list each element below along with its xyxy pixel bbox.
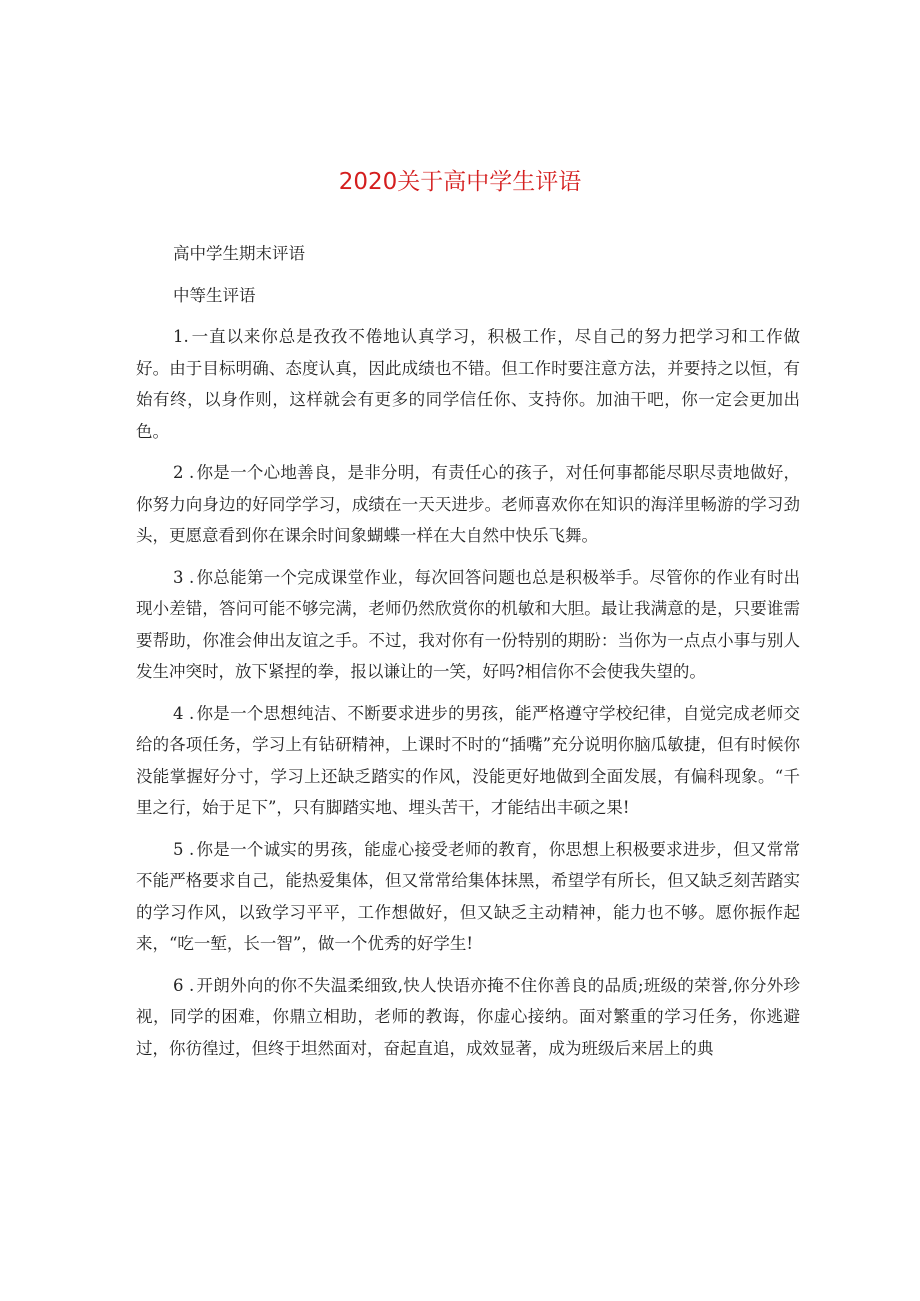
- paragraph-text: 你是一个心地善良，是非分明，有责任心的孩子，对任何事都能尽职尽责地做好，你努力向身边的好同学学习，成绩在一天天进步。老师喜欢你在知识的海洋里畅游的学习劲头，更愿意看到你在课余时间象蝴蝶一样在大自然中快乐飞舞。: [136, 463, 800, 545]
- comment-paragraph-2: [136, 457, 800, 552]
- paragraph-number: 1.: [173, 327, 189, 346]
- paragraph-text: 一直以来你总是孜孜不倦地认真学习，积极工作，尽自己的努力把学习和工作做好。由于目标明确、态度认真，因此成绩也不错。但工作时要注意方法，并要持之以恒，有始有终，以身作则，这样就会有更多的同学信任你、支持你。加油干吧，你一定会更加出色。: [136, 327, 800, 441]
- document-body: [136, 238, 800, 1074]
- comment-paragraph-6: [136, 970, 800, 1065]
- subsection-heading: 中等生评语: [173, 285, 256, 305]
- paragraph-text: 开朗外向的你不失温柔细致,快人快语亦掩不住你善良的品质;班级的荣誉,你分外珍视，同学的困难，你鼎立相助，老师的教诲，你虚心接纳。面对繁重的学习任务，你逃避过，你彷徨过，但终于坦然面对，奋起直追，成效显著，成为班级后来居上的典: [136, 975, 800, 1058]
- paragraph-number: 6 .: [173, 975, 195, 995]
- comment-paragraph-1: [136, 321, 800, 447]
- paragraph-number: 2 .: [173, 463, 195, 482]
- paragraph-number: 4 .: [173, 703, 195, 723]
- comment-paragraph-5: [136, 834, 800, 960]
- comment-paragraph-4: [136, 698, 800, 824]
- paragraph-text: 你是一个诚实的男孩，能虚心接受老师的教育，你思想上积极要求进步，但又常常不能严格要求自己，能热爱集体，但又常常给集体抹黑，希望学有所长，但又缺乏刻苦踏实的学习作风，以致学习平平，工作想做好，但又缺乏主动精神，能力也不够。愿你振作起来，“吃一堑，长一智”，做一个优秀的好学生!: [136, 839, 800, 953]
- paragraph-number: 3 .: [173, 567, 195, 587]
- paragraph-text: 你是一个思想纯洁、不断要求进步的男孩，能严格遵守学校纪律，自觉完成老师交给的各项任务，学习上有钻研精神，上课时不时的“插嘴”充分说明你脑瓜敏捷，但有时候你没能掌握好分寸，学习上还缺乏踏实的作风，没能更好地做到全面发展，有偏科现象。“千里之行，始于足下”，只有脚踏实地、埋头苦干，才能结出丰硕之果!: [136, 703, 800, 817]
- document-title: 2020关于高中学生评语: [338, 169, 582, 195]
- paragraph-text: 你总能第一个完成课堂作业，每次回答问题也总是积极举手。尽管你的作业有时出现小差错，答问可能不够完满，老师仍然欣赏你的机敏和大胆。最让我满意的是，只要谁需要帮助，你准会伸出友谊之手。不过，我对你有一份特别的期盼：当你为一点点小事与别人发生冲突时，放下紧捏的拳，报以谦让的一笑，好吗?相信你不会使我失望的。: [136, 567, 800, 681]
- paragraph-number: 5 .: [173, 839, 195, 859]
- section-heading: 高中学生期末评语: [173, 244, 305, 263]
- comment-paragraph-3: [136, 562, 800, 688]
